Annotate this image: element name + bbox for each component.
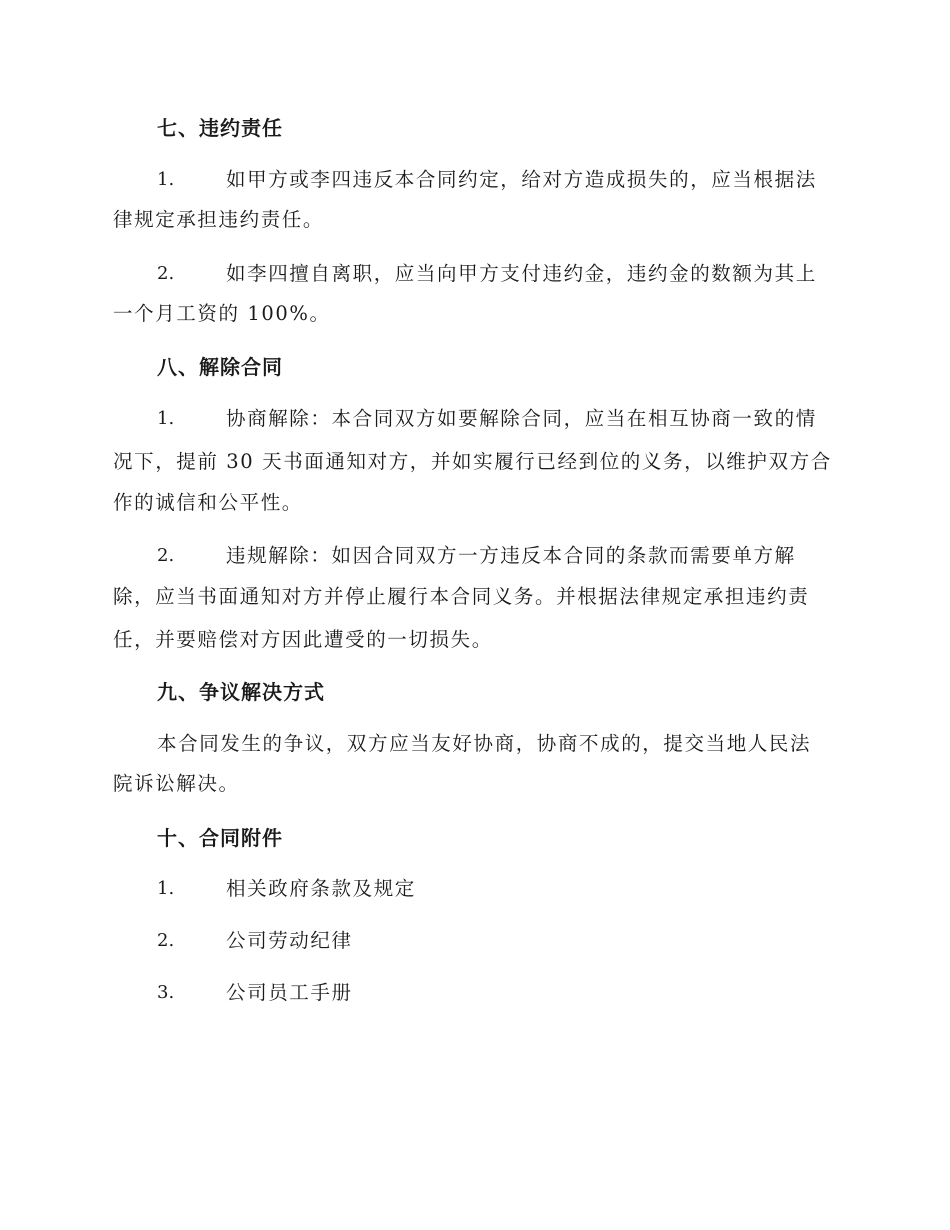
item-number: 2. <box>157 263 175 284</box>
item-number: 2. <box>157 930 175 951</box>
attachment-item: 公司员工手册 <box>226 981 353 1004</box>
paragraph-line: 一个月工资的 100%。 <box>113 302 331 325</box>
paragraph-line: 任，并要赔偿对方因此遭受的一切损失。 <box>113 628 493 651</box>
paragraph-line: 如李四擅自离职，应当向甲方支付违约金，违约金的数额为其上 <box>226 262 817 285</box>
section-heading-termination: 八、解除合同 <box>157 355 283 379</box>
paragraph-line: 况下，提前 30 天书面通知对方，并如实履行已经到位的义务，以维护双方合 <box>113 450 832 473</box>
item-number: 1. <box>157 408 175 429</box>
item-number: 3. <box>157 982 175 1003</box>
paragraph-line: 协商解除：本合同双方如要解除合同，应当在相互协商一致的情 <box>226 407 817 430</box>
section-heading-dispute: 九、争议解决方式 <box>157 680 325 704</box>
section-heading-attachments: 十、合同附件 <box>157 826 283 850</box>
item-number: 1. <box>157 169 175 190</box>
paragraph-line: 作的诚信和公平性。 <box>113 491 303 514</box>
paragraph-line: 如甲方或李四违反本合同约定，给对方造成损失的，应当根据法 <box>226 168 817 191</box>
attachment-item: 公司劳动纪律 <box>226 929 353 952</box>
paragraph-line: 本合同发生的争议，双方应当友好协商，协商不成的，提交当地人民法 <box>157 732 812 755</box>
paragraph-line: 违规解除：如因合同双方一方违反本合同的条款而需要单方解 <box>226 544 796 567</box>
item-number: 1. <box>157 878 175 899</box>
section-heading-breach: 七、违约责任 <box>157 116 283 140</box>
paragraph-line: 律规定承担违约责任。 <box>113 208 325 231</box>
paragraph-line: 除，应当书面通知对方并停止履行本合同义务。并根据法律规定承担违约责 <box>113 585 810 608</box>
attachment-item: 相关政府条款及规定 <box>226 877 416 900</box>
paragraph-line: 院诉讼解决。 <box>113 772 240 795</box>
item-number: 2. <box>157 545 175 566</box>
